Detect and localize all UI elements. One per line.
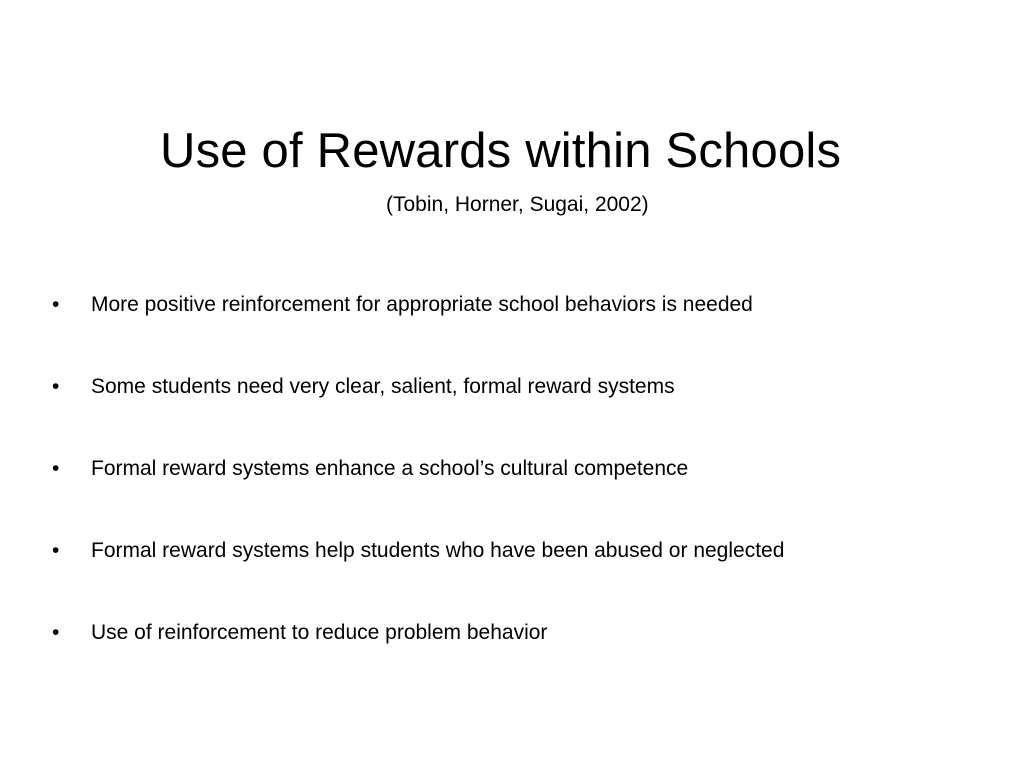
bullet-list [52, 287, 992, 697]
bullet-text: Some students need very clear, salient, formal reward systems [91, 375, 675, 398]
bullet-item [52, 615, 992, 697]
bullet-text: Formal reward systems enhance a school’s cultural competence [91, 457, 689, 480]
slide-title: Use of Rewards within Schools [160, 124, 842, 178]
bullet-item [52, 533, 992, 615]
bullet-item [52, 287, 992, 369]
bullet-icon: • [52, 293, 60, 316]
bullet-item [52, 451, 992, 533]
bullet-icon: • [52, 539, 60, 562]
bullet-text: Formal reward systems help students who have been abused or neglected [91, 539, 785, 562]
bullet-item [52, 369, 992, 451]
bullet-icon: • [52, 621, 60, 644]
bullet-icon: • [52, 375, 60, 398]
bullet-text: More positive reinforcement for appropriate school behaviors is needed [91, 293, 753, 316]
slide-subtitle-citation: (Tobin, Horner, Sugai, 2002) [386, 193, 649, 216]
bullet-icon: • [52, 457, 60, 480]
bullet-text: Use of reinforcement to reduce problem behavior [91, 621, 548, 644]
